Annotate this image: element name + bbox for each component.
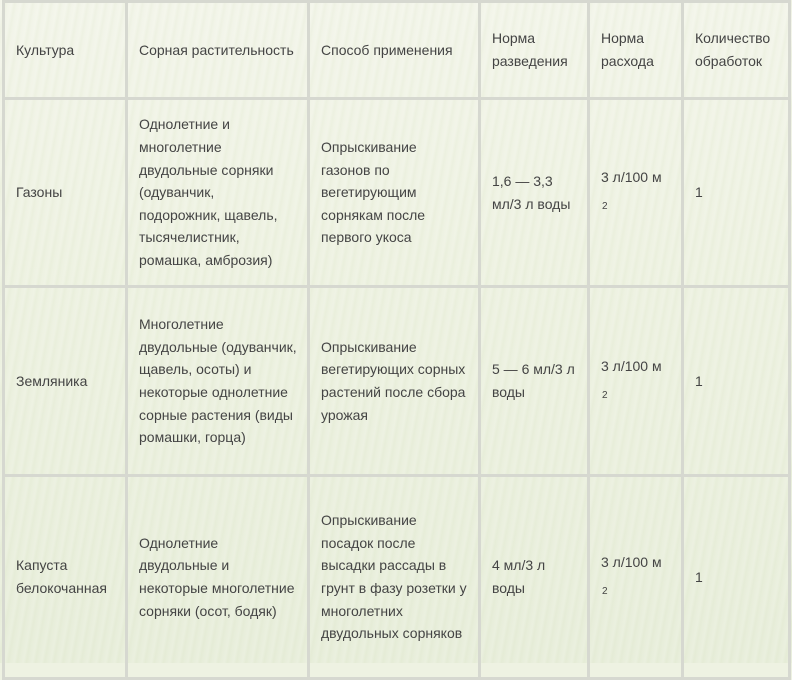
- header-culture: Культура: [4, 2, 127, 99]
- cell-method: Опрыскивание газонов по вегетирующим сорнякам после первого укоса: [309, 99, 480, 287]
- header-weeds: Сорная растительность: [127, 2, 309, 99]
- cell-count: 1: [683, 476, 790, 679]
- cell-dilution: 4 мл/3 л воды: [480, 476, 589, 679]
- cell-rate: [589, 287, 683, 476]
- cell-weeds: Однолетние и многолетние двудольные сорняки (одуванчик, подорожник, щавель, тысячелистник, ромашка, амброзия): [127, 99, 309, 287]
- rate-superscript: 2: [602, 585, 608, 597]
- rate-value: 3 л/100 м: [601, 553, 662, 570]
- rate-value: 3 л/100 м: [601, 357, 662, 374]
- cell-method: Опрыскивание вегетирующих сорных растений после сбора урожая: [309, 287, 480, 476]
- cell-culture: Капуста белокочанная: [4, 476, 127, 679]
- cell-culture: Газоны: [4, 99, 127, 287]
- cell-weeds: Многолетние двудольные (одуванчик, щавель, осоты) и некоторые однолетние сорные растения (виды ромашки, горца): [127, 287, 309, 476]
- header-method: Способ применения: [309, 2, 480, 99]
- cell-dilution: 1,6 — 3,3 мл/3 л воды: [480, 99, 589, 287]
- cell-method: Опрыскивание посадок после высадки рассады в грунт в фазу розетки у многолетних двудольных сорняков: [309, 476, 480, 679]
- herbicide-table: [2, 0, 791, 680]
- rate-superscript: 2: [602, 389, 608, 401]
- rate-value: 3 л/100 м: [601, 169, 662, 186]
- table-row: [4, 99, 790, 287]
- header-dilution: Норма разведения: [480, 2, 589, 99]
- cell-rate: [589, 99, 683, 287]
- cell-count: 1: [683, 287, 790, 476]
- table-header-row: [4, 2, 790, 99]
- cell-culture: Земляника: [4, 287, 127, 476]
- cell-dilution: 5 — 6 мл/3 л воды: [480, 287, 589, 476]
- cell-weeds: Однолетние двудольные и некоторые многолетние сорняки (осот, бодяк): [127, 476, 309, 679]
- table-row: [4, 476, 790, 679]
- rate-superscript: 2: [602, 201, 608, 212]
- header-count: Количество обработок: [683, 2, 790, 99]
- cell-count: 1: [683, 99, 790, 287]
- header-rate: Норма расхода: [589, 2, 683, 99]
- table-row: [4, 287, 790, 476]
- cell-rate: [589, 476, 683, 679]
